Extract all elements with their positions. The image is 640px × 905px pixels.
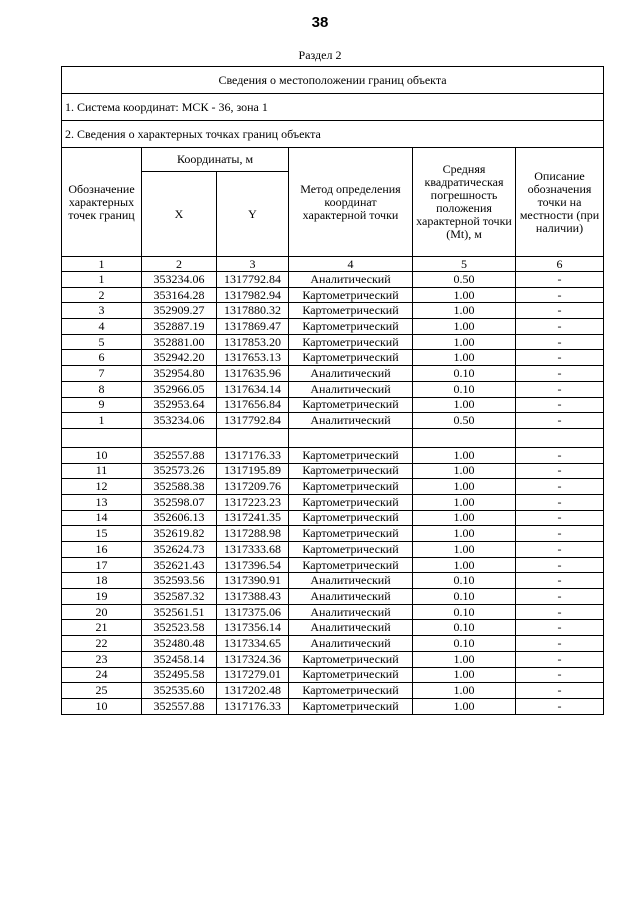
x-coord-cell: 352495.58 bbox=[142, 667, 217, 683]
error-cell: 1.00 bbox=[413, 334, 516, 350]
point-id-cell: 23 bbox=[62, 651, 142, 667]
method-cell: Картометрический bbox=[289, 287, 413, 303]
table-row bbox=[62, 589, 604, 605]
description-cell: - bbox=[516, 526, 604, 542]
column-number: 2 bbox=[142, 257, 217, 272]
error-cell: 1.00 bbox=[413, 651, 516, 667]
column-numbers-row bbox=[62, 257, 604, 272]
method-cell: Картометрический bbox=[289, 494, 413, 510]
y-coord-cell: 1317853.20 bbox=[217, 334, 289, 350]
x-coord-cell: 352954.80 bbox=[142, 366, 217, 382]
description-cell: - bbox=[516, 510, 604, 526]
x-coord-cell: 352557.88 bbox=[142, 447, 217, 463]
description-cell: - bbox=[516, 463, 604, 479]
x-coord-cell: 352953.64 bbox=[142, 397, 217, 413]
method-cell: Картометрический bbox=[289, 557, 413, 573]
empty-cell bbox=[217, 428, 289, 447]
column-number: 3 bbox=[217, 257, 289, 272]
error-cell: 0.10 bbox=[413, 589, 516, 605]
page-number: 38 bbox=[311, 14, 329, 31]
y-coord-cell: 1317634.14 bbox=[217, 381, 289, 397]
error-cell: 0.50 bbox=[413, 413, 516, 429]
x-coord-cell: 353234.06 bbox=[142, 272, 217, 288]
point-id-cell: 22 bbox=[62, 636, 142, 652]
table-title: Сведения о местоположении границ объекта bbox=[62, 67, 604, 94]
point-id-cell: 10 bbox=[62, 447, 142, 463]
description-cell: - bbox=[516, 479, 604, 495]
description-cell: - bbox=[516, 397, 604, 413]
error-cell: 1.00 bbox=[413, 479, 516, 495]
y-coord-cell: 1317176.33 bbox=[217, 447, 289, 463]
table-row bbox=[62, 303, 604, 319]
point-id-cell: 3 bbox=[62, 303, 142, 319]
point-id-cell: 11 bbox=[62, 463, 142, 479]
table-row bbox=[62, 413, 604, 429]
point-id-cell: 10 bbox=[62, 698, 142, 714]
point-id-cell: 9 bbox=[62, 397, 142, 413]
empty-cell bbox=[142, 428, 217, 447]
column-number: 1 bbox=[62, 257, 142, 272]
column-number: 5 bbox=[413, 257, 516, 272]
table-row bbox=[62, 397, 604, 413]
y-coord-cell: 1317390.91 bbox=[217, 573, 289, 589]
error-cell: 1.00 bbox=[413, 447, 516, 463]
point-id-cell: 1 bbox=[62, 272, 142, 288]
y-coord-cell: 1317356.14 bbox=[217, 620, 289, 636]
method-cell: Картометрический bbox=[289, 303, 413, 319]
header-method: Метод определения координат характерной точки bbox=[289, 148, 413, 257]
method-cell: Картометрический bbox=[289, 510, 413, 526]
points-info-line: 2. Сведения о характерных точках границ объекта bbox=[62, 121, 604, 148]
error-cell: 0.10 bbox=[413, 636, 516, 652]
table-row bbox=[62, 272, 604, 288]
y-coord-cell: 1317656.84 bbox=[217, 397, 289, 413]
method-cell: Картометрический bbox=[289, 651, 413, 667]
description-cell: - bbox=[516, 381, 604, 397]
x-coord-cell: 352593.56 bbox=[142, 573, 217, 589]
error-cell: 1.00 bbox=[413, 526, 516, 542]
table-row bbox=[62, 698, 604, 714]
description-cell: - bbox=[516, 350, 604, 366]
method-cell: Картометрический bbox=[289, 334, 413, 350]
y-coord-cell: 1317635.96 bbox=[217, 366, 289, 382]
table-row bbox=[62, 683, 604, 699]
method-cell: Картометрический bbox=[289, 683, 413, 699]
error-cell: 1.00 bbox=[413, 463, 516, 479]
point-id-cell: 25 bbox=[62, 683, 142, 699]
description-cell: - bbox=[516, 413, 604, 429]
header-coordinates: Координаты, м bbox=[142, 148, 289, 172]
x-coord-cell: 353234.06 bbox=[142, 413, 217, 429]
x-coord-cell: 352561.51 bbox=[142, 604, 217, 620]
boundary-points-table bbox=[61, 66, 604, 715]
table-row bbox=[62, 494, 604, 510]
error-cell: 1.00 bbox=[413, 319, 516, 335]
method-cell: Аналитический bbox=[289, 636, 413, 652]
y-coord-cell: 1317202.48 bbox=[217, 683, 289, 699]
table-row bbox=[62, 526, 604, 542]
method-cell: Аналитический bbox=[289, 272, 413, 288]
x-coord-cell: 352573.26 bbox=[142, 463, 217, 479]
point-id-cell: 6 bbox=[62, 350, 142, 366]
header-description: Описание обозначения точки на местности (при наличии) bbox=[516, 148, 604, 257]
point-id-cell: 5 bbox=[62, 334, 142, 350]
description-cell: - bbox=[516, 589, 604, 605]
header-error: Средняя квадратическая погрешность положения характерной точки (Mt), м bbox=[413, 148, 516, 257]
y-coord-cell: 1317869.47 bbox=[217, 319, 289, 335]
error-cell: 1.00 bbox=[413, 287, 516, 303]
point-id-cell: 13 bbox=[62, 494, 142, 510]
error-cell: 1.00 bbox=[413, 510, 516, 526]
description-cell: - bbox=[516, 542, 604, 558]
table-row bbox=[62, 620, 604, 636]
y-coord-cell: 1317288.98 bbox=[217, 526, 289, 542]
table-row bbox=[62, 463, 604, 479]
table-row bbox=[62, 366, 604, 382]
method-cell: Картометрический bbox=[289, 479, 413, 495]
point-id-cell: 8 bbox=[62, 381, 142, 397]
error-cell: 1.00 bbox=[413, 667, 516, 683]
y-coord-cell: 1317209.76 bbox=[217, 479, 289, 495]
x-coord-cell: 352881.00 bbox=[142, 334, 217, 350]
table-row bbox=[62, 479, 604, 495]
header-y: Y bbox=[217, 172, 289, 257]
x-coord-cell: 352966.05 bbox=[142, 381, 217, 397]
table-row bbox=[62, 667, 604, 683]
description-cell: - bbox=[516, 447, 604, 463]
header-x: X bbox=[142, 172, 217, 257]
description-cell: - bbox=[516, 620, 604, 636]
point-id-cell: 24 bbox=[62, 667, 142, 683]
table-row bbox=[62, 287, 604, 303]
y-coord-cell: 1317396.54 bbox=[217, 557, 289, 573]
y-coord-cell: 1317195.89 bbox=[217, 463, 289, 479]
method-cell: Аналитический bbox=[289, 620, 413, 636]
description-cell: - bbox=[516, 494, 604, 510]
point-id-cell: 21 bbox=[62, 620, 142, 636]
y-coord-cell: 1317653.13 bbox=[217, 350, 289, 366]
point-id-cell: 16 bbox=[62, 542, 142, 558]
point-id-cell: 7 bbox=[62, 366, 142, 382]
x-coord-cell: 352523.58 bbox=[142, 620, 217, 636]
y-coord-cell: 1317176.33 bbox=[217, 698, 289, 714]
error-cell: 0.10 bbox=[413, 604, 516, 620]
table-row bbox=[62, 381, 604, 397]
method-cell: Аналитический bbox=[289, 589, 413, 605]
x-coord-cell: 352942.20 bbox=[142, 350, 217, 366]
empty-cell bbox=[413, 428, 516, 447]
method-cell: Картометрический bbox=[289, 542, 413, 558]
y-coord-cell: 1317223.23 bbox=[217, 494, 289, 510]
empty-cell bbox=[289, 428, 413, 447]
section-label: Раздел 2 bbox=[298, 48, 342, 62]
y-coord-cell: 1317241.35 bbox=[217, 510, 289, 526]
error-cell: 1.00 bbox=[413, 557, 516, 573]
description-cell: - bbox=[516, 557, 604, 573]
x-coord-cell: 352458.14 bbox=[142, 651, 217, 667]
method-cell: Картометрический bbox=[289, 397, 413, 413]
method-cell: Аналитический bbox=[289, 381, 413, 397]
point-id-cell: 20 bbox=[62, 604, 142, 620]
error-cell: 0.10 bbox=[413, 620, 516, 636]
description-cell: - bbox=[516, 667, 604, 683]
error-cell: 0.10 bbox=[413, 366, 516, 382]
method-cell: Картометрический bbox=[289, 667, 413, 683]
error-cell: 1.00 bbox=[413, 698, 516, 714]
error-cell: 0.10 bbox=[413, 381, 516, 397]
error-cell: 1.00 bbox=[413, 397, 516, 413]
x-coord-cell: 352480.48 bbox=[142, 636, 217, 652]
x-coord-cell: 353164.28 bbox=[142, 287, 217, 303]
table-row bbox=[62, 319, 604, 335]
table-row bbox=[62, 636, 604, 652]
method-cell: Картометрический bbox=[289, 526, 413, 542]
table-row bbox=[62, 557, 604, 573]
point-id-cell: 19 bbox=[62, 589, 142, 605]
column-number: 6 bbox=[516, 257, 604, 272]
description-cell: - bbox=[516, 272, 604, 288]
x-coord-cell: 352909.27 bbox=[142, 303, 217, 319]
method-cell: Картометрический bbox=[289, 447, 413, 463]
method-cell: Картометрический bbox=[289, 698, 413, 714]
table-row bbox=[62, 350, 604, 366]
point-id-cell: 18 bbox=[62, 573, 142, 589]
y-coord-cell: 1317880.32 bbox=[217, 303, 289, 319]
description-cell: - bbox=[516, 303, 604, 319]
point-id-cell: 14 bbox=[62, 510, 142, 526]
table-row bbox=[62, 510, 604, 526]
description-cell: - bbox=[516, 573, 604, 589]
method-cell: Аналитический bbox=[289, 413, 413, 429]
header-point-designation: Обозначение характерных точек границ bbox=[62, 148, 142, 257]
error-cell: 1.00 bbox=[413, 350, 516, 366]
y-coord-cell: 1317982.94 bbox=[217, 287, 289, 303]
description-cell: - bbox=[516, 319, 604, 335]
method-cell: Аналитический bbox=[289, 573, 413, 589]
description-cell: - bbox=[516, 287, 604, 303]
empty-cell bbox=[516, 428, 604, 447]
error-cell: 0.10 bbox=[413, 573, 516, 589]
error-cell: 1.00 bbox=[413, 542, 516, 558]
description-cell: - bbox=[516, 651, 604, 667]
x-coord-cell: 352887.19 bbox=[142, 319, 217, 335]
column-number: 4 bbox=[289, 257, 413, 272]
coordinate-system-line: 1. Система координат: МСК - 36, зона 1 bbox=[62, 94, 604, 121]
error-cell: 0.50 bbox=[413, 272, 516, 288]
description-cell: - bbox=[516, 636, 604, 652]
y-coord-cell: 1317388.43 bbox=[217, 589, 289, 605]
x-coord-cell: 352624.73 bbox=[142, 542, 217, 558]
description-cell: - bbox=[516, 604, 604, 620]
method-cell: Аналитический bbox=[289, 604, 413, 620]
table-row bbox=[62, 334, 604, 350]
error-cell: 1.00 bbox=[413, 494, 516, 510]
x-coord-cell: 352535.60 bbox=[142, 683, 217, 699]
y-coord-cell: 1317279.01 bbox=[217, 667, 289, 683]
point-id-cell: 1 bbox=[62, 413, 142, 429]
x-coord-cell: 352587.32 bbox=[142, 589, 217, 605]
x-coord-cell: 352606.13 bbox=[142, 510, 217, 526]
point-id-cell: 2 bbox=[62, 287, 142, 303]
y-coord-cell: 1317324.36 bbox=[217, 651, 289, 667]
error-cell: 1.00 bbox=[413, 683, 516, 699]
y-coord-cell: 1317792.84 bbox=[217, 413, 289, 429]
error-cell: 1.00 bbox=[413, 303, 516, 319]
description-cell: - bbox=[516, 366, 604, 382]
empty-cell bbox=[62, 428, 142, 447]
method-cell: Картометрический bbox=[289, 463, 413, 479]
table-row bbox=[62, 447, 604, 463]
table-row bbox=[62, 573, 604, 589]
y-coord-cell: 1317334.65 bbox=[217, 636, 289, 652]
description-cell: - bbox=[516, 683, 604, 699]
x-coord-cell: 352598.07 bbox=[142, 494, 217, 510]
table-row bbox=[62, 651, 604, 667]
description-cell: - bbox=[516, 698, 604, 714]
point-id-cell: 4 bbox=[62, 319, 142, 335]
method-cell: Картометрический bbox=[289, 350, 413, 366]
y-coord-cell: 1317792.84 bbox=[217, 272, 289, 288]
method-cell: Картометрический bbox=[289, 319, 413, 335]
y-coord-cell: 1317375.06 bbox=[217, 604, 289, 620]
table-row bbox=[62, 604, 604, 620]
x-coord-cell: 352621.43 bbox=[142, 557, 217, 573]
description-cell: - bbox=[516, 334, 604, 350]
x-coord-cell: 352557.88 bbox=[142, 698, 217, 714]
separator-row bbox=[62, 428, 604, 447]
point-id-cell: 17 bbox=[62, 557, 142, 573]
point-id-cell: 15 bbox=[62, 526, 142, 542]
point-id-cell: 12 bbox=[62, 479, 142, 495]
x-coord-cell: 352619.82 bbox=[142, 526, 217, 542]
table-row bbox=[62, 542, 604, 558]
method-cell: Аналитический bbox=[289, 366, 413, 382]
x-coord-cell: 352588.38 bbox=[142, 479, 217, 495]
y-coord-cell: 1317333.68 bbox=[217, 542, 289, 558]
